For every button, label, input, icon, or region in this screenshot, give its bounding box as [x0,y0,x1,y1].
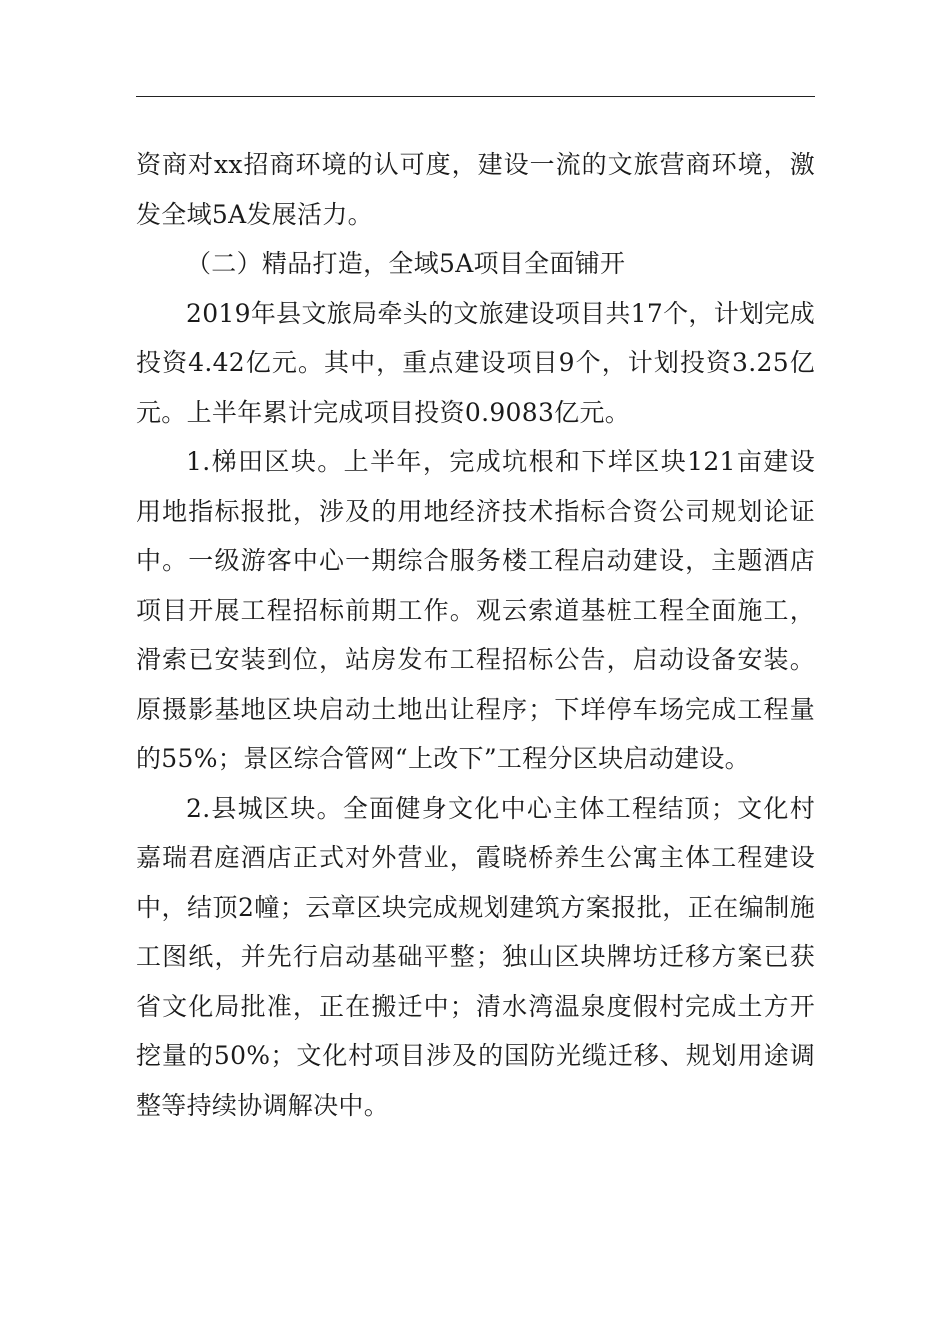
paragraph-continuation: 资商对xx招商环境的认可度，建设一流的文旅营商环境，激发全域5A发展活力。 [136,150,815,229]
paragraph-terrace-block: 1.梯田区块。上半年，完成坑根和下垟区块121亩建设用地指标报批，涉及的用地经济技术指标合资公司规划论证中。一级游客中心一期综合服务楼工程启动建设，主题酒店项目开展工程招标前期工作。观云索道基桩工程全面施工，滑索已安装到位，站房发布工程招标公告，启动设备安装。原摄影基地区块启动土地出让程序；下垟停车场完成工程量的55%；景区综合管网“上改下”工程分区块启动建设。 [136,447,815,773]
paragraph-county-block: 2.县城区块。全面健身文化中心主体工程结顶；文化村嘉瑞君庭酒店正式对外营业，霞晓桥养生公寓主体工程建设中，结顶2幢；云章区块完成规划建筑方案报批，正在编制施工图纸，并先行启动基础平整；独山区块牌坊迁移方案已获省文化局批准，正在搬迁中；清水湾温泉度假村完成土方开挖量的50%；文化村项目涉及的国防光缆迁移、规划用途调整等持续协调解决中。 [136,793,815,1120]
header-divider [136,96,815,97]
document-body [136,140,815,1130]
paragraph-investment-summary: 2019年县文旅局牵头的文旅建设项目共17个，计划完成投资4.42亿元。其中，重点建设项目9个，计划投资3.25亿元。上半年累计完成项目投资0.9083亿元。 [136,298,815,427]
section-heading: （二）精品打造，全域5A项目全面铺开 [186,249,626,278]
